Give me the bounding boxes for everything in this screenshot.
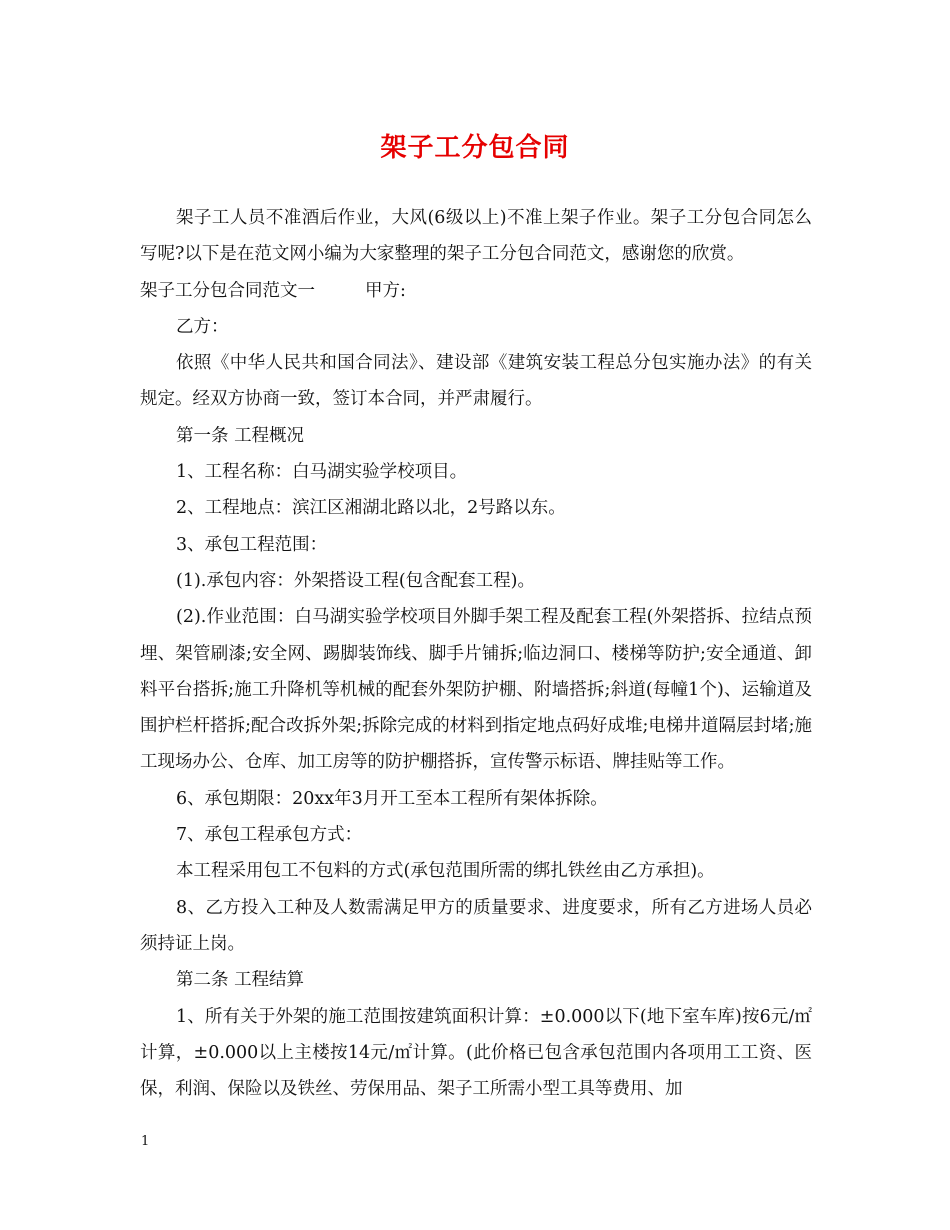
settlement-1: 1、所有关于外架的施工范围按建筑面积计算：±0.000以下(地下室车库)按6元/㎡计算，±0.000以上主楼按14元/㎡计算。(此价格已包含承包范围内各项用工工资、医保，利润、保险以及铁丝、劳保用品、架子工所需小型工具等费用、加: [140, 1006, 812, 1100]
item-6: 6、承包期限：20xx年3月开工至本工程所有架体拆除。: [176, 788, 608, 809]
document-title: 架子工分包合同: [380, 133, 570, 163]
item-8: 8、乙方投入工种及人数需满足甲方的质量要求、进度要求，所有乙方进场人员必须持证上岗。: [140, 897, 812, 954]
sample-heading: 架子工分包合同范文一: [140, 280, 315, 301]
item-3: 3、承包工程范围：: [176, 534, 328, 555]
item-2: 2、工程地点：滨江区湘湖北路以北，2号路以东。: [176, 498, 566, 519]
item-1: 1、工程名称：白马湖实验学校项目。: [176, 462, 468, 483]
document-body: [140, 200, 812, 1107]
basis-paragraph: 依照《中华人民共和国合同法》、建设部《建筑安装工程总分包实施办法》的有关规定。经双方协商一致，签订本合同，并严肃履行。: [140, 353, 812, 410]
article-2-title: 第二条 工程结算: [176, 970, 305, 991]
item-7-text: 本工程采用包工不包料的方式(承包范围所需的绑扎铁丝由乙方承担)。: [176, 861, 715, 882]
item-7: 7、承包工程承包方式：: [176, 825, 363, 846]
party-a-label: 甲方:: [365, 280, 406, 301]
intro-paragraph: 架子工人员不准酒后作业，大风(6级以上)不准上架子作业。架子工分包合同怎么写呢?以下是在范文网小编为大家整理的架子工分包合同范文，感谢您的欣赏。: [140, 208, 812, 265]
party-b-label: 乙方：: [176, 316, 229, 337]
page-number: 1: [141, 1134, 150, 1149]
item-3-2: (2).作业范围：白马湖实验学校项目外脚手架工程及配套工程(外架搭拆、拉结点预埋、架管刷漆;安全网、踢脚装饰线、脚手片铺拆;临边洞口、楼梯等防护;安全通道、卸料平台搭拆;施工升降机等机械的配套外架防护棚、附墙搭拆;斜道(每幢1个)、运输道及围护栏杆搭拆;配合改拆外架;拆除完成的材料到指定地点码好成堆;电梯井道隔层封堵;施工现场办公、仓库、加工房等的防护棚搭拆，宣传警示标语、牌挂贴等工作。: [140, 607, 812, 773]
item-3-1: (1).承包内容：外架搭设工程(包含配套工程)。: [176, 570, 536, 591]
article-1-title: 第一条 工程概况: [176, 425, 305, 446]
sample-heading-line: [140, 273, 812, 309]
